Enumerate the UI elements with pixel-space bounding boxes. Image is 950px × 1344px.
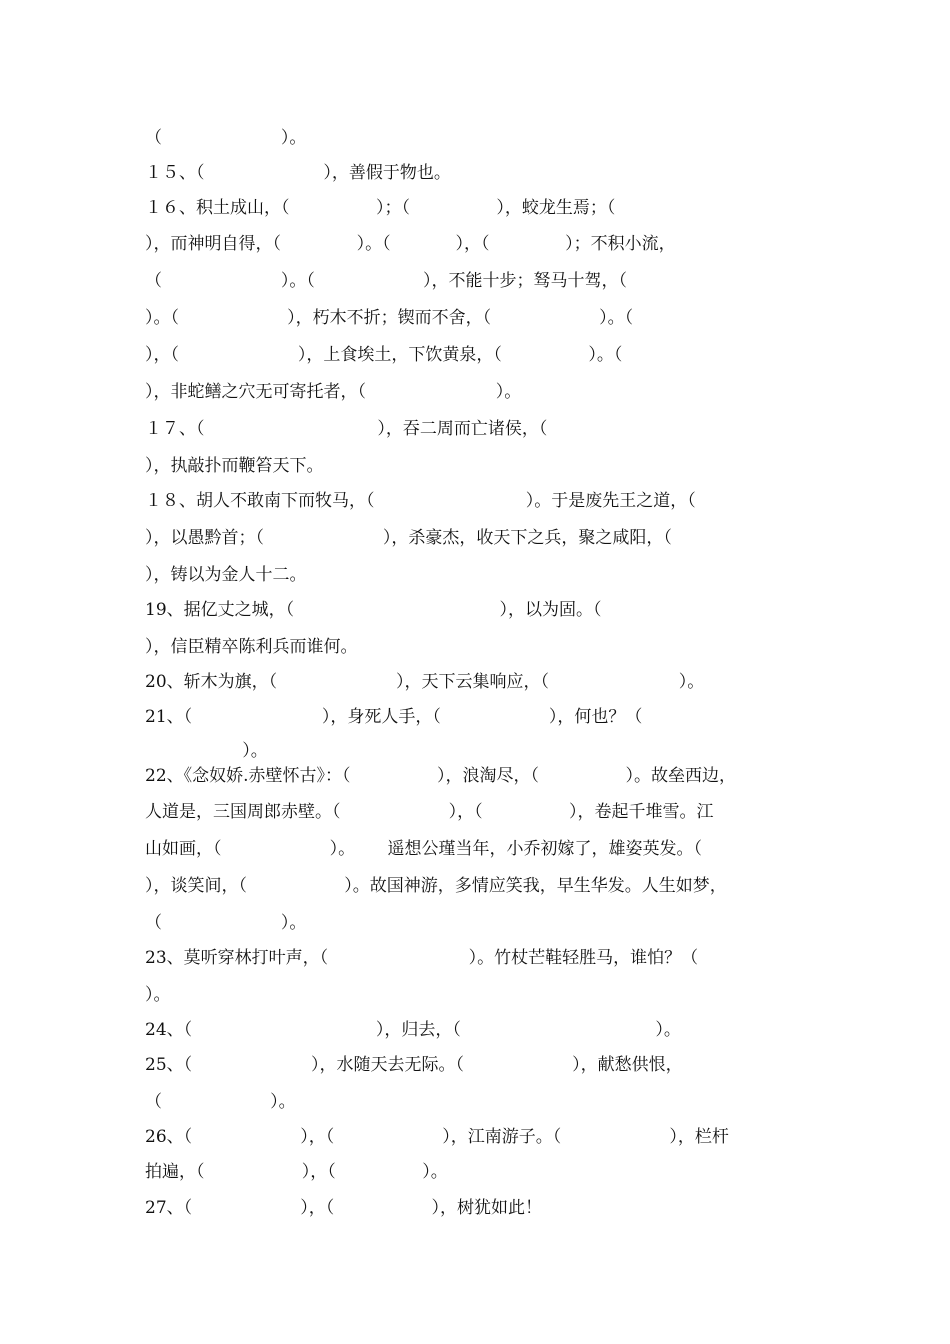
text-line: （ ）。 bbox=[145, 128, 307, 148]
text-line: ），铸以为金人十二。 bbox=[145, 565, 307, 585]
text-line: 19、据亿丈之城，（ ），以为固。（ bbox=[145, 600, 602, 620]
text-line: 23、莫听穿林打叶声，（ ）。竹杖芒鞋轻胜马，谁怕？（ bbox=[145, 948, 699, 968]
text-line: ），而神明自得，（ ）。（ ），（ ）；不积小流， bbox=[145, 234, 676, 254]
text-line: １６、积土成山，（ ）；（ ），蛟龙生焉；（ bbox=[145, 198, 616, 218]
text-line: ），非蛇鳝之穴无可寄托者，（ ）。 bbox=[145, 382, 522, 402]
text-line: 人道是，三国周郎赤壁。（ ），（ ），卷起千堆雪。江 bbox=[145, 802, 714, 822]
text-line: ），（ ），上食埃土，下饮黄泉，（ ）。（ bbox=[145, 345, 623, 365]
text-line: ），谈笑间，（ ）。故国神游，多情应笑我，早生华发。人生如梦， bbox=[145, 876, 727, 896]
text-line: ）。 bbox=[145, 985, 171, 1005]
text-line: ）。（ ），朽木不折；锲而不舍，（ ）。（ bbox=[145, 308, 634, 328]
text-line: ），以愚黔首；（ ），杀豪杰，收天下之兵，聚之咸阳，（ bbox=[145, 528, 672, 548]
text-line: １７、（ ），吞二周而亡诸侯，（ bbox=[145, 419, 548, 439]
text-line: （ ）。（ ），不能十步；驽马十驾，（ bbox=[145, 271, 627, 291]
text-line: 22、《念奴娇.赤壁怀古》：（ ），浪淘尽，（ ）。故垒西边， bbox=[145, 766, 736, 786]
text-line: 拍遍，（ ），（ ）。 bbox=[145, 1162, 448, 1182]
text-line: （ ）。 bbox=[145, 1092, 296, 1112]
text-line: 27、（ ），（ ），树犹如此！ bbox=[145, 1198, 542, 1218]
text-line: （ ）。 bbox=[145, 913, 307, 933]
text-line: ）。 bbox=[145, 741, 268, 761]
text-line: ），信臣精卒陈利兵而谁何。 bbox=[145, 637, 358, 657]
text-line: 山如画，（ ）。 遥想公瑾当年，小乔初嫁了，雄姿英发。（ bbox=[145, 839, 702, 859]
text-line: ），执敲扑而鞭笞天下。 bbox=[145, 456, 324, 476]
text-line: 20、斩木为旗，（ ），天下云集响应，（ ）。 bbox=[145, 672, 705, 692]
text-line: 21、（ ），身死人手，（ ），何也？（ bbox=[145, 707, 643, 727]
text-line: 26、（ ），（ ），江南游子。（ ），栏杆 bbox=[145, 1127, 729, 1147]
text-line: １５、（ ），善假于物也。 bbox=[145, 163, 451, 183]
text-line: 25、（ ），水随天去无际。（ ），献愁供恨， bbox=[145, 1055, 683, 1075]
text-line: 24、（ ），归去，（ ）。 bbox=[145, 1020, 681, 1040]
text-line: １８、胡人不敢南下而牧马，（ ）。于是废先王之道，（ bbox=[145, 491, 696, 511]
